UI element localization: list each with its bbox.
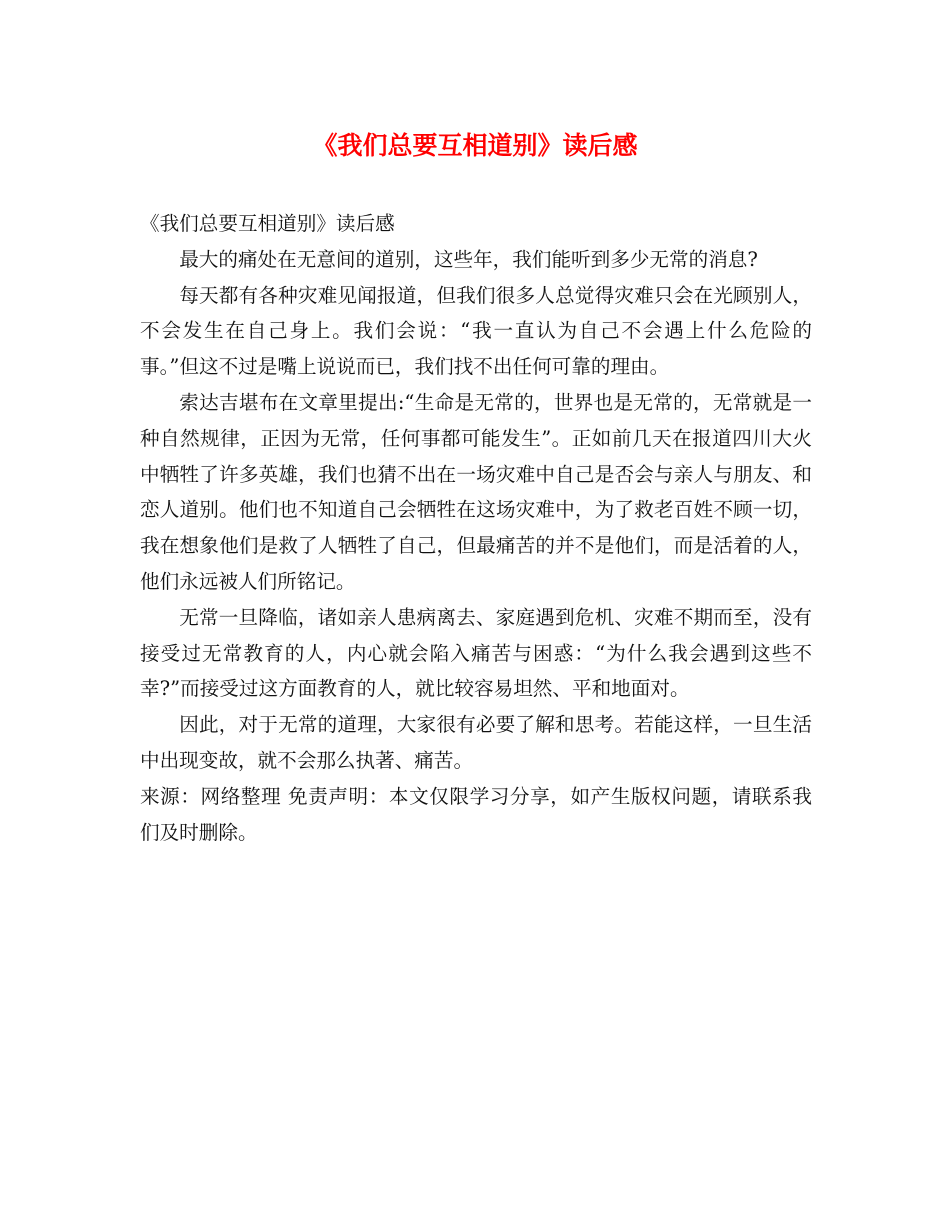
document-subtitle: 《我们总要互相道别》读后感 (140, 212, 395, 235)
paragraph-5: 因此，对于无常的道理，大家很有必要了解和思考。若能这样，一旦生活中出现变故，就不会那么执著、痛苦。 (140, 713, 812, 772)
paragraph-3: 索达吉堪布在文章里提出:“生命是无常的，世界也是无常的，无常就是一种自然规律，正因为无常，任何事都可能发生”。正如前几天在报道四川大火中牺牲了许多英雄，我们也猜不出在一场灾难中自己是否会与亲人与朋友、和恋人道别。他们也不知道自己会牺牲在这场灾难中，为了救老百姓不顾一切，我在想象他们是救了人牺牲了自己，但最痛苦的并不是他们，而是活着的人，他们永远被人们所铭记。 (140, 390, 812, 593)
paragraph-4: 无常一旦降临，诸如亲人患病离去、家庭遇到危机、灾难不期而至，没有接受过无常教育的人，内心就会陷入痛苦与困惑：“为什么我会遇到这些不幸?”而接受过这方面教育的人，就比较容易坦然、平和地面对。 (140, 605, 812, 701)
paragraph-2: 每天都有各种灾难见闻报道，但我们很多人总觉得灾难只会在光顾别人，不会发生在自己身上。我们会说：“我一直认为自己不会遇上什么危险的事。”但这不过是嘴上说说而已，我们找不出任何可靠的理由。 (140, 283, 812, 379)
document-body (140, 206, 812, 850)
source-disclaimer: 来源：网络整理 免责声明：本文仅限学习分享，如产生版权问题，请联系我们及时删除。 (140, 784, 812, 844)
paragraph-1: 最大的痛处在无意间的道别，这些年，我们能听到多少无常的消息? (179, 247, 758, 271)
document-title: 《我们总要互相道别》读后感 (312, 131, 638, 160)
